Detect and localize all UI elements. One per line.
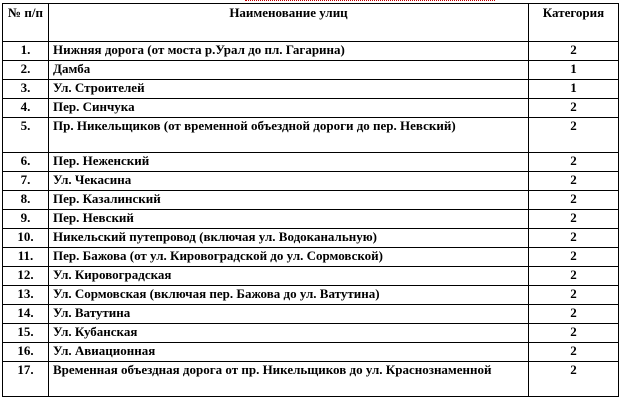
row-street-name: Ул. Чекасина xyxy=(49,172,529,191)
row-category: 2 xyxy=(529,267,619,286)
row-street-name: Дамба xyxy=(49,61,529,80)
row-category: 2 xyxy=(529,362,619,397)
row-category: 2 xyxy=(529,286,619,305)
row-category: 2 xyxy=(529,305,619,324)
row-number: 12. xyxy=(3,267,49,286)
table-row xyxy=(3,267,619,286)
table-row xyxy=(3,191,619,210)
row-street-name: Временная объездная дорога от пр. Никельщиков до ул. Краснознаменной xyxy=(49,362,529,397)
row-category: 2 xyxy=(529,191,619,210)
row-number: 5. xyxy=(3,118,49,153)
row-number: 13. xyxy=(3,286,49,305)
table-row xyxy=(3,61,619,80)
row-number: 15. xyxy=(3,324,49,343)
row-number: 16. xyxy=(3,343,49,362)
row-category: 2 xyxy=(529,118,619,153)
row-street-name: Ул. Авиационная xyxy=(49,343,529,362)
row-street-name: Ул. Строителей xyxy=(49,80,529,99)
row-category: 2 xyxy=(529,210,619,229)
header-row xyxy=(3,4,619,42)
row-street-name: Пер. Невский xyxy=(49,210,529,229)
header-name: Наименование улиц xyxy=(49,4,529,42)
row-street-name: Пер. Бажова (от ул. Кировоградской до ул. Сормовской) xyxy=(49,248,529,267)
row-number: 9. xyxy=(3,210,49,229)
row-number: 11. xyxy=(3,248,49,267)
table-row xyxy=(3,229,619,248)
row-street-name: Ул. Сормовская (включая пер. Бажова до ул. Ватутина) xyxy=(49,286,529,305)
row-street-name: Пер. Казалинский xyxy=(49,191,529,210)
row-street-name: Пер. Неженский xyxy=(49,153,529,172)
row-category: 2 xyxy=(529,153,619,172)
table-row xyxy=(3,80,619,99)
table-row xyxy=(3,99,619,118)
row-street-name: Нижняя дорога (от моста р.Урал до пл. Гагарина) xyxy=(49,42,529,61)
row-street-name: Ул. Кировоградская xyxy=(49,267,529,286)
row-number: 14. xyxy=(3,305,49,324)
row-category: 2 xyxy=(529,172,619,191)
row-street-name: Ул. Ватутина xyxy=(49,305,529,324)
row-category: 2 xyxy=(529,229,619,248)
table-row xyxy=(3,343,619,362)
table-row xyxy=(3,42,619,61)
header-number: № п/п xyxy=(3,4,49,42)
row-number: 17. xyxy=(3,362,49,397)
row-category: 2 xyxy=(529,99,619,118)
table-row xyxy=(3,118,619,153)
row-category: 1 xyxy=(529,80,619,99)
row-number: 2. xyxy=(3,61,49,80)
table-row xyxy=(3,153,619,172)
row-number: 10. xyxy=(3,229,49,248)
streets-table xyxy=(2,3,619,397)
row-street-name: Пер. Синчука xyxy=(49,99,529,118)
row-category: 2 xyxy=(529,248,619,267)
table-row xyxy=(3,248,619,267)
table-row xyxy=(3,286,619,305)
row-number: 4. xyxy=(3,99,49,118)
row-number: 6. xyxy=(3,153,49,172)
table-row xyxy=(3,362,619,397)
row-number: 8. xyxy=(3,191,49,210)
row-number: 3. xyxy=(3,80,49,99)
row-category: 2 xyxy=(529,42,619,61)
row-street-name: Никельский путепровод (включая ул. Водоканальную) xyxy=(49,229,529,248)
row-number: 1. xyxy=(3,42,49,61)
row-category: 2 xyxy=(529,343,619,362)
table-row xyxy=(3,210,619,229)
table-row xyxy=(3,305,619,324)
top-decorative-rule xyxy=(245,0,495,2)
row-street-name: Пр. Никельщиков (от временной объездной дороги до пер. Невский) xyxy=(49,118,529,153)
row-number: 7. xyxy=(3,172,49,191)
row-street-name: Ул. Кубанская xyxy=(49,324,529,343)
header-category: Категория xyxy=(529,4,619,42)
table-row xyxy=(3,172,619,191)
row-category: 1 xyxy=(529,61,619,80)
table-row xyxy=(3,324,619,343)
row-category: 2 xyxy=(529,324,619,343)
